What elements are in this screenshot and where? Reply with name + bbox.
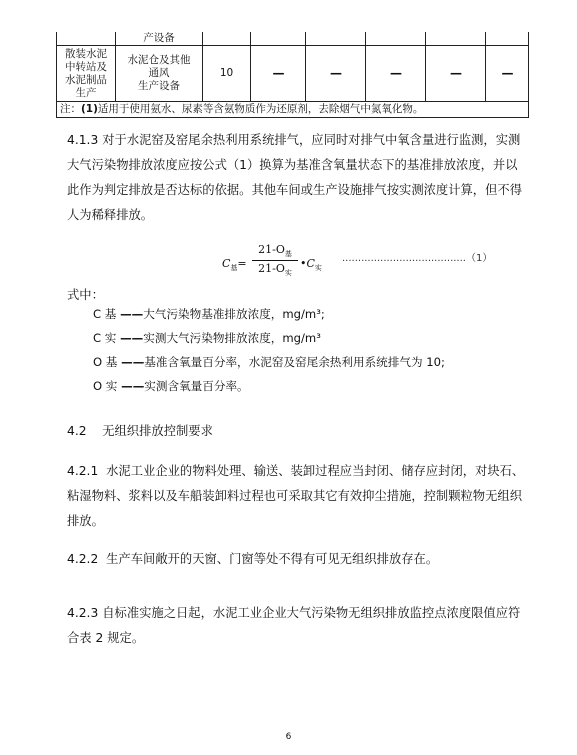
where-label: 式中：: [67, 288, 104, 302]
definition-text: 实测含氧量百分率。: [144, 379, 249, 393]
formula-subscript: 实: [314, 264, 322, 273]
clause-text: 生产车间敞开的天窗、门窗等处不得有可见无组织排放存在。: [106, 552, 439, 566]
table-row: [57, 102, 529, 118]
note-text: 适用于使用氨水、尿素等含氨物质作为还原剂，去除烟气中氮氧化物。: [97, 103, 424, 115]
formula-numerator: [252, 243, 298, 261]
table-cell-dash: —: [486, 46, 529, 102]
formula-symbol: C: [222, 257, 231, 270]
definition-text: 实测大气污染物排放浓度，mg/m³: [143, 331, 321, 345]
table-cell-source: 产设备: [116, 32, 203, 46]
formula-denominator: [252, 261, 298, 278]
table-row: [57, 32, 529, 46]
definition-o-measured: [93, 378, 249, 394]
clause-number: 4.2.1: [67, 464, 99, 478]
category-line: 散装水泥: [65, 47, 107, 60]
formula-subscript: 基: [284, 250, 292, 259]
definition-c-measured: [93, 330, 321, 346]
formula-equals: =: [237, 257, 247, 270]
table-cell-value: 10: [203, 46, 251, 102]
formula-denominator-text: 21-O: [258, 262, 285, 276]
definition-text: 大气污染物基准排放浓度，mg/m³;: [143, 307, 325, 321]
table-cell-dash: —: [426, 46, 486, 102]
clause-number: 4.1.3: [67, 133, 99, 147]
table-note: [57, 102, 529, 118]
definition-dash: ——: [121, 379, 145, 393]
table-row: [57, 46, 529, 102]
section-number: 4.2: [67, 424, 87, 438]
clause-number: 4.2.2: [67, 552, 99, 566]
table-cell: [366, 32, 426, 46]
definition-o-base: [93, 354, 445, 370]
page-number: 6: [285, 732, 292, 742]
clause-number: 4.2.3: [67, 606, 99, 620]
table-cell: [306, 32, 366, 46]
formula-symbol: •C: [300, 257, 315, 270]
definition-symbol: C 基: [93, 307, 117, 321]
source-line: 水泥仓及其他: [127, 54, 191, 66]
table-cell: [251, 32, 306, 46]
formula-numerator-text: 21-O: [258, 243, 285, 256]
section-title: 无组织排放控制要求: [102, 424, 213, 438]
formula-subscript: 实: [284, 269, 292, 278]
table-cell-dash: —: [306, 46, 366, 102]
paragraph-4-1-3: [67, 128, 527, 228]
clause-text: 水泥工业企业的物料处理、输送、装卸过程应当封闭、储存应封闭，对块石、粘湿物料、浆料以及车船装卸料过程也可采取其它有效抑尘措施，控制颗粒物无组织排放。: [67, 464, 525, 528]
clause-text: 自标准实施之日起，水泥工业企业大气污染物无组织排放监控点浓度限值应符合表 2 规定。: [67, 606, 521, 645]
formula-lhs: [222, 257, 247, 273]
table-cell-category: [57, 46, 116, 102]
table-cell: [57, 32, 116, 46]
table-cell: [426, 32, 486, 46]
table-cell: [486, 32, 529, 46]
source-line: 生产设备: [138, 80, 180, 92]
table-cell-dash: —: [366, 46, 426, 102]
definition-text: 基准含氧量百分率，水泥窑及窑尾余热利用系统排气为 10;: [144, 355, 445, 369]
formula-subscript: 基: [230, 264, 238, 273]
category-line: 中转站及: [65, 60, 107, 73]
clause-text: 对于水泥窑及窑尾余热利用系统排气，应同时对排气中氧含量进行监测，实测大气污染物排放浓度应按公式（1）换算为基准含氧量状态下的基准排放浓度，并以此作为判定排放是否达标的依据。其他车间或生产设施排气按实测浓度计算，但不得人为稀释排放。: [67, 133, 522, 222]
formula-1: [222, 243, 532, 287]
category-line: 水泥制品: [65, 73, 107, 86]
section-heading-4-2: [67, 419, 527, 444]
table-cell: [203, 32, 251, 46]
note-prefix: 注：: [60, 103, 81, 115]
paragraph-4-2-2: [67, 547, 527, 572]
definition-dash: ——: [121, 355, 145, 369]
table-cell-source: [116, 46, 203, 102]
definition-dash: ——: [120, 331, 144, 345]
definition-symbol: O 基: [93, 355, 118, 369]
category-line: 生产: [75, 86, 97, 99]
formula-fraction: [252, 243, 298, 278]
definition-c-base: [93, 306, 325, 322]
paragraph-4-2-3: [67, 601, 527, 651]
definition-symbol: C 实: [93, 331, 117, 345]
formula-leader-dots: .......................................（1）: [342, 253, 493, 264]
definition-symbol: O 实: [93, 379, 118, 393]
table-cell-dash: —: [251, 46, 306, 102]
definition-dash: ——: [120, 307, 144, 321]
paragraph-4-2-1: [67, 459, 527, 534]
emission-limit-table: [56, 32, 529, 118]
source-line: 通风: [148, 67, 170, 79]
formula-rhs: [300, 257, 322, 273]
note-mark: (1): [81, 103, 98, 115]
